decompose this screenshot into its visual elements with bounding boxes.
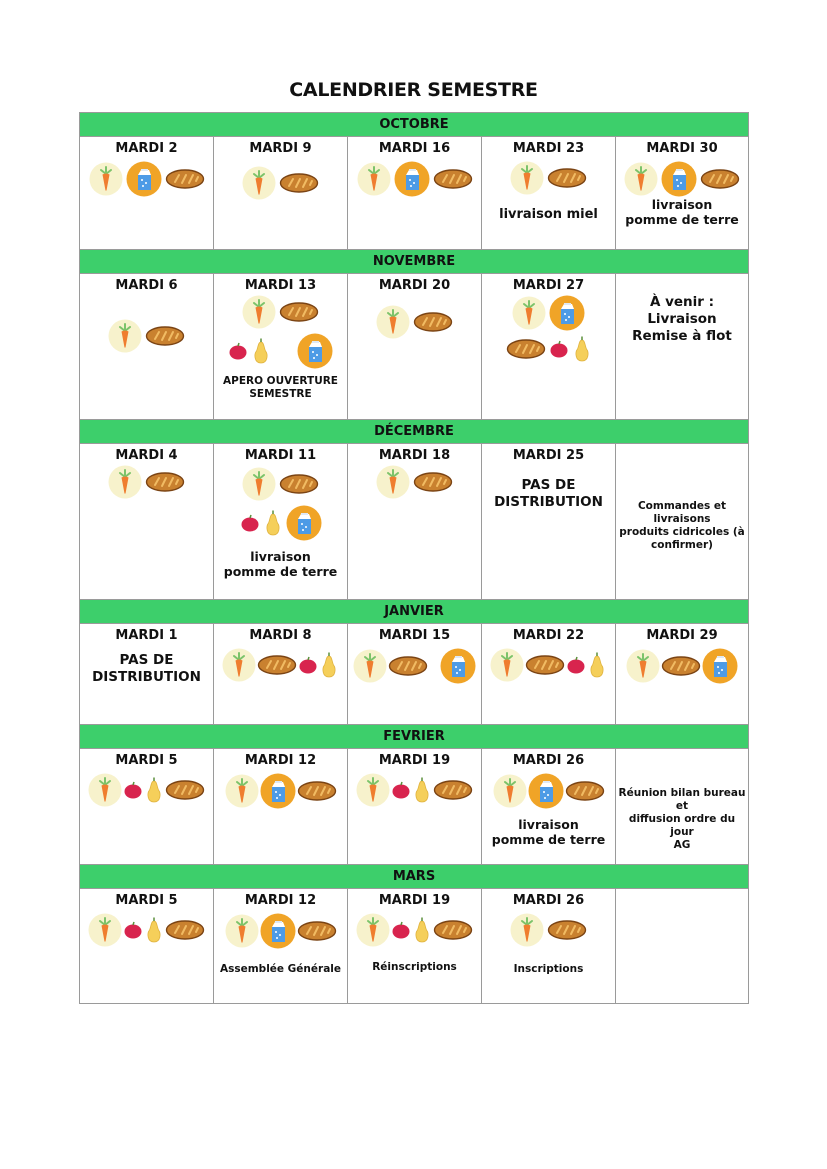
carrot-icon (225, 774, 259, 808)
bread-icon (547, 166, 587, 190)
note-text: livraison pomme de terre (625, 197, 739, 227)
day-cell (348, 889, 482, 1004)
day-label: MARDI 2 (115, 141, 178, 156)
bread-icon (145, 470, 185, 494)
day-label: MARDI 15 (378, 628, 451, 643)
apple-icon (123, 921, 143, 939)
day-cell (214, 274, 348, 420)
day-label: MARDI 18 (378, 448, 451, 463)
note-text: PAS DE DISTRIBUTION (494, 477, 603, 510)
carrot-icon (512, 296, 546, 330)
carrot-icon (242, 467, 276, 501)
milk-icon (661, 161, 697, 197)
day-cell (616, 137, 749, 250)
bread-icon (433, 778, 473, 802)
day-label: MARDI 27 (512, 278, 585, 293)
day-cell (214, 444, 348, 600)
apple-icon (566, 656, 586, 674)
pear-icon (412, 776, 432, 804)
pear-icon (251, 337, 271, 365)
side-note: À venir : Livraison Remise à flot (632, 294, 732, 344)
carrot-icon (376, 465, 410, 499)
pear-icon (144, 916, 164, 944)
day-label: MARDI 25 (512, 448, 585, 463)
pear-icon (587, 651, 607, 679)
bread-icon (297, 779, 337, 803)
carrot-icon (88, 773, 122, 807)
apple-icon (298, 656, 318, 674)
pear-icon (412, 916, 432, 944)
day-label: MARDI 12 (244, 893, 317, 908)
day-label: MARDI 1 (115, 628, 178, 643)
note-text: livraison pomme de terre (491, 817, 606, 847)
day-label: MARDI 22 (512, 628, 585, 643)
carrot-icon (510, 913, 544, 947)
milk-icon (440, 648, 476, 684)
milk-icon (394, 161, 430, 197)
pear-icon (319, 651, 339, 679)
bread-icon (565, 779, 605, 803)
milk-icon (286, 505, 322, 541)
day-cell (214, 889, 348, 1004)
day-cell (482, 889, 616, 1004)
bread-icon (297, 919, 337, 943)
bread-icon (547, 918, 587, 942)
bread-icon (145, 324, 185, 348)
day-cell (482, 274, 616, 420)
day-label: MARDI 13 (244, 278, 317, 293)
day-cell (80, 749, 214, 865)
bread-icon (525, 653, 565, 677)
bread-icon (433, 167, 473, 191)
carrot-icon (376, 305, 410, 339)
day-label: MARDI 5 (115, 893, 178, 908)
day-label: MARDI 6 (115, 278, 178, 293)
day-cell (348, 624, 482, 725)
carrot-icon (356, 913, 390, 947)
apple-icon (391, 921, 411, 939)
day-cell (80, 624, 214, 725)
apple-icon (240, 514, 260, 532)
note-text: PAS DE DISTRIBUTION (92, 652, 201, 685)
bread-icon (506, 337, 546, 361)
day-cell (80, 444, 214, 600)
milk-icon (528, 773, 564, 809)
day-label: MARDI 30 (646, 141, 718, 156)
carrot-icon (242, 295, 276, 329)
pear-icon (263, 509, 283, 537)
milk-icon (702, 648, 738, 684)
apple-icon (123, 781, 143, 799)
day-label: MARDI 26 (512, 893, 585, 908)
day-label: MARDI 4 (115, 448, 178, 463)
carrot-icon (493, 774, 527, 808)
page-title: CALENDRIER SEMESTRE (289, 79, 538, 101)
bread-icon (700, 167, 740, 191)
calendar-table (79, 112, 749, 1004)
bread-icon (165, 918, 205, 942)
apple-icon (391, 781, 411, 799)
day-label: MARDI 23 (512, 141, 585, 156)
day-label: MARDI 16 (378, 141, 451, 156)
carrot-icon (89, 162, 123, 196)
month-header-decembre: DÉCEMBRE (80, 420, 749, 444)
carrot-icon (225, 914, 259, 948)
bread-icon (413, 470, 453, 494)
day-cell (616, 749, 749, 865)
side-note: Réunion bilan bureau et diffusion ordre du jour AG (618, 787, 746, 851)
note-text: Inscriptions (513, 963, 584, 975)
note-text: Réinscriptions (372, 961, 457, 973)
carrot-icon (353, 649, 387, 683)
side-note: Commandes et livraisons produits cidricoles (à confirmer) (619, 500, 745, 551)
day-cell (482, 749, 616, 865)
day-cell (616, 274, 749, 420)
bread-icon (433, 918, 473, 942)
day-cell (214, 624, 348, 725)
day-cell (348, 274, 482, 420)
month-header-octobre: OCTOBRE (80, 113, 749, 137)
apple-icon (228, 342, 248, 360)
carrot-icon (490, 648, 524, 682)
bread-icon (661, 654, 701, 678)
day-cell (482, 137, 616, 250)
day-label: MARDI 29 (646, 628, 718, 643)
note-text: livraison miel (499, 207, 598, 222)
day-cell (80, 137, 214, 250)
day-label: MARDI 26 (512, 753, 585, 768)
bread-icon (165, 167, 205, 191)
day-label: MARDI 11 (244, 448, 317, 463)
carrot-icon (242, 166, 276, 200)
day-cell (616, 624, 749, 725)
day-cell (80, 274, 214, 420)
month-header-mars: MARS (80, 865, 749, 889)
milk-icon (126, 161, 162, 197)
carrot-icon (510, 161, 544, 195)
day-cell (214, 137, 348, 250)
month-header-novembre: NOVEMBRE (80, 250, 749, 274)
bread-icon (165, 778, 205, 802)
day-label: MARDI 19 (378, 893, 451, 908)
day-cell (482, 624, 616, 725)
bread-icon (279, 300, 319, 324)
day-cell (80, 889, 214, 1004)
day-label: MARDI 12 (244, 753, 317, 768)
day-cell (348, 137, 482, 250)
day-cell (348, 749, 482, 865)
carrot-icon (624, 162, 658, 196)
carrot-icon (222, 648, 256, 682)
day-cell (616, 444, 749, 600)
carrot-icon (88, 913, 122, 947)
carrot-icon (356, 773, 390, 807)
bread-icon (388, 654, 428, 678)
pear-icon (144, 776, 164, 804)
month-header-janvier: JANVIER (80, 600, 749, 624)
bread-icon (257, 653, 297, 677)
note-text: livraison pomme de terre (223, 549, 338, 579)
carrot-icon (626, 649, 660, 683)
bread-icon (279, 171, 319, 195)
milk-icon (260, 913, 296, 949)
day-cell (214, 749, 348, 865)
note-text: Assemblée Générale (219, 963, 342, 975)
note-text: APERO OUVERTURE SEMESTRE (223, 375, 338, 400)
milk-icon (297, 333, 333, 369)
milk-icon (260, 773, 296, 809)
day-label: MARDI 8 (249, 628, 312, 643)
carrot-icon (108, 319, 142, 353)
bread-icon (413, 310, 453, 334)
day-cell (348, 444, 482, 600)
day-label: MARDI 5 (115, 753, 178, 768)
apple-icon (549, 340, 569, 358)
carrot-icon (108, 465, 142, 499)
day-label: MARDI 9 (249, 141, 312, 156)
milk-icon (549, 295, 585, 331)
day-label: MARDI 19 (378, 753, 451, 768)
carrot-icon (357, 162, 391, 196)
day-label: MARDI 20 (378, 278, 451, 293)
bread-icon (279, 472, 319, 496)
month-header-fevrier: FEVRIER (80, 725, 749, 749)
pear-icon (572, 335, 592, 363)
day-cell (616, 889, 749, 1004)
day-cell (482, 444, 616, 600)
